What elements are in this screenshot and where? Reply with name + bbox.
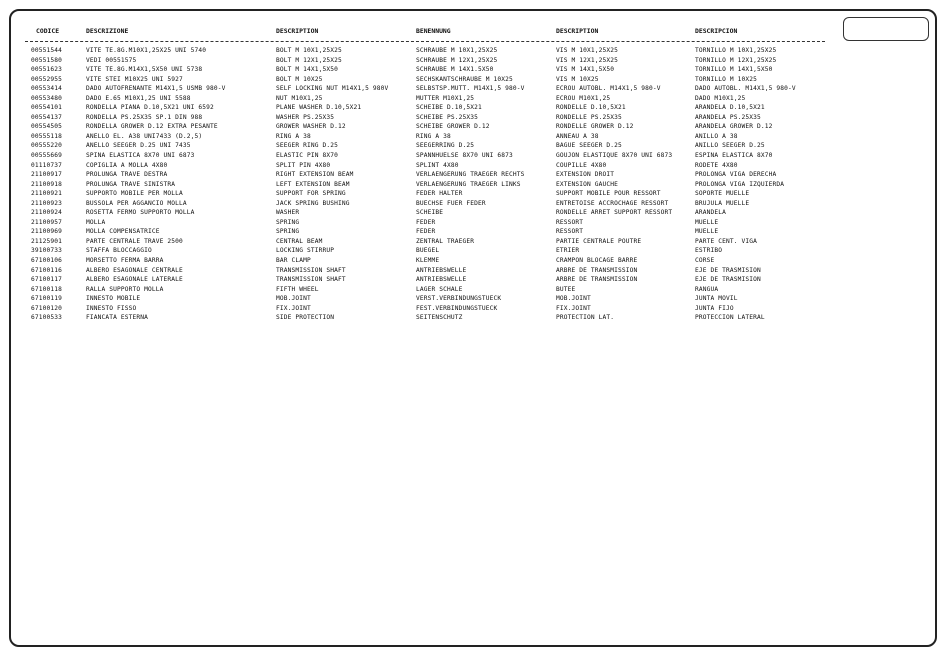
descripcion-cell: PROLONGA VIGA IZQUIERDA bbox=[695, 180, 785, 188]
parts-table-body bbox=[0, 46, 950, 323]
description-fr-cell: EXTENSION DROIT bbox=[556, 171, 615, 179]
description-fr-cell: CRAMPON BLOCAGE BARRE bbox=[556, 257, 638, 265]
code-cell: 67100119 bbox=[31, 295, 63, 303]
descrizione-cell: VITE STEI M10X25 UNI 5927 bbox=[86, 75, 183, 83]
table-row bbox=[0, 266, 950, 276]
description-en-cell: WASHER bbox=[276, 209, 300, 217]
code-cell: 00552955 bbox=[31, 75, 63, 83]
code-cell: 67100106 bbox=[31, 257, 63, 265]
header-descrizione: DESCRIZIONE bbox=[86, 27, 129, 35]
descripcion-cell: ESTRIBO bbox=[695, 247, 723, 255]
code-cell: 00555118 bbox=[31, 132, 63, 140]
table-row bbox=[0, 285, 950, 295]
description-fr-cell: ENTRETOISE ACCROCHAGE RESSORT bbox=[556, 199, 669, 207]
description-en-cell: RIGHT EXTENSION BEAM bbox=[276, 171, 354, 179]
description-en-cell: FIFTH WHEEL bbox=[276, 285, 319, 293]
descrizione-cell: MOLLA bbox=[86, 218, 106, 226]
descripcion-cell: TORNILLO M 14X1,5X50 bbox=[695, 66, 773, 74]
code-cell: 00554505 bbox=[31, 123, 63, 131]
descripcion-cell: JUNTA MOVIL bbox=[695, 295, 738, 303]
description-en-cell: BOLT M 14X1,5X50 bbox=[276, 66, 339, 74]
descrizione-cell: PARTE CENTRALE TRAVE 2500 bbox=[86, 237, 183, 245]
description-en-cell: MOB.JOINT bbox=[276, 295, 311, 303]
table-row bbox=[0, 65, 950, 75]
table-row bbox=[0, 246, 950, 256]
descrizione-cell: VITE TE.8G.M10X1,25X25 UNI 5740 bbox=[86, 47, 207, 54]
description-fr-cell: RONDELLE ARRET SUPPORT RESSORT bbox=[556, 209, 673, 217]
table-row bbox=[0, 256, 950, 266]
code-cell: 67100120 bbox=[31, 304, 63, 312]
description-fr-cell: FIX.JOINT bbox=[556, 304, 591, 312]
code-cell: 00553414 bbox=[31, 85, 63, 93]
table-row bbox=[0, 84, 950, 94]
descripcion-cell: SOPORTE MUELLE bbox=[695, 190, 750, 198]
description-fr-cell: ANNEAU A 38 bbox=[556, 132, 599, 140]
code-cell: 00553480 bbox=[31, 94, 63, 102]
benennung-cell: ANTRIEBSWELLE bbox=[416, 266, 467, 274]
code-cell: 21125901 bbox=[31, 237, 63, 245]
header-codice: CODICE bbox=[36, 27, 60, 35]
descripcion-cell: CORSE bbox=[695, 257, 715, 265]
description-fr-cell: ARBRE DE TRANSMISSION bbox=[556, 276, 638, 284]
table-row bbox=[0, 94, 950, 104]
description-fr-cell: ARBRE DE TRANSMISSION bbox=[556, 266, 638, 274]
code-cell: 00555669 bbox=[31, 152, 63, 160]
description-en-cell: SELF LOCKING NUT M14X1,5 980V bbox=[276, 85, 389, 93]
code-cell: 00551580 bbox=[31, 56, 63, 64]
description-en-cell: FIX.JOINT bbox=[276, 304, 311, 312]
description-en-cell: SUPPORT FOR SPRING bbox=[276, 190, 346, 198]
descrizione-cell: SPINA ELASTICA 8X70 UNI 6873 bbox=[86, 152, 195, 160]
descripcion-cell: ARANDELA bbox=[695, 209, 727, 217]
descrizione-cell: FIANCATA ESTERNA bbox=[86, 314, 149, 322]
description-en-cell: SIDE PROTECTION bbox=[276, 314, 335, 322]
code-cell: 21100921 bbox=[31, 190, 63, 198]
descrizione-cell: VITE TE.8G.M14X1,5X50 UNI 5738 bbox=[86, 66, 203, 74]
descripcion-cell: ARANDELA GROWER D.12 bbox=[695, 123, 773, 131]
benennung-cell: SCHEIBE bbox=[416, 209, 444, 217]
code-cell: 21100923 bbox=[31, 199, 63, 207]
descrizione-cell: ANELLO EL. A38 UNI7433 (D.2,5) bbox=[86, 132, 203, 140]
code-cell: 01110737 bbox=[31, 161, 63, 169]
table-row bbox=[0, 304, 950, 314]
benennung-cell: LAGER SCHALE bbox=[416, 285, 463, 293]
description-en-cell: CENTRAL BEAM bbox=[276, 237, 323, 245]
header-description-fr: DESCRIPTION bbox=[556, 27, 599, 35]
table-row bbox=[0, 132, 950, 142]
description-fr-cell: RONDELLE PS.25X35 bbox=[556, 113, 622, 121]
table-header bbox=[0, 27, 950, 39]
description-en-cell: TRANSMISSION SHAFT bbox=[276, 276, 346, 284]
description-en-cell: BAR CLAMP bbox=[276, 257, 311, 265]
descripcion-cell: ANILLO SEEGER D.25 bbox=[695, 142, 765, 150]
description-en-cell: SPRING bbox=[276, 228, 300, 236]
description-en-cell: GROWER WASHER D.12 bbox=[276, 123, 346, 131]
descrizione-cell: PROLUNGA TRAVE SINISTRA bbox=[86, 180, 176, 188]
benennung-cell: RING A 38 bbox=[416, 132, 451, 140]
descripcion-cell: PROTECCION LATERAL bbox=[695, 314, 765, 322]
descripcion-cell: MUELLE bbox=[695, 218, 719, 226]
table-row bbox=[0, 180, 950, 190]
code-cell: 21100924 bbox=[31, 209, 63, 217]
benennung-cell: FEDER HALTER bbox=[416, 190, 463, 198]
table-row bbox=[0, 75, 950, 85]
table-row bbox=[0, 237, 950, 247]
benennung-cell: MUTTER M10X1,25 bbox=[416, 94, 475, 102]
table-row bbox=[0, 122, 950, 132]
description-fr-cell: ECROU M10X1,25 bbox=[556, 94, 611, 102]
description-fr-cell: VIS M 12X1,25X25 bbox=[556, 56, 619, 64]
descrizione-cell: INNESTO FISSO bbox=[86, 304, 137, 312]
table-row bbox=[0, 227, 950, 237]
descrizione-cell: RONDELLA PS.25X35 SP.1 DIN 988 bbox=[86, 113, 203, 121]
benennung-cell: SEEGERRING D.25 bbox=[416, 142, 475, 150]
descrizione-cell: MOLLA COMPENSATRICE bbox=[86, 228, 160, 236]
descripcion-cell: PARTE CENT. VIGA bbox=[695, 237, 758, 245]
description-en-cell: SEEGER RING D.25 bbox=[276, 142, 339, 150]
descrizione-cell: MORSETTO FERMA BARRA bbox=[86, 257, 164, 265]
header-description-en: DESCRIPTION bbox=[276, 27, 319, 35]
description-fr-cell: ETRIER bbox=[556, 247, 580, 255]
code-cell: 00554137 bbox=[31, 113, 63, 121]
descripcion-cell: ANILLO A 38 bbox=[695, 132, 738, 140]
benennung-cell: SPANNHUELSE 8X70 UNI 6873 bbox=[416, 152, 513, 160]
descripcion-cell: DADO M10X1,25 bbox=[695, 94, 746, 102]
descrizione-cell: ROSETTA FERMO SUPPORTO MOLLA bbox=[86, 209, 195, 217]
table-row bbox=[0, 199, 950, 209]
code-cell: 00555220 bbox=[31, 142, 63, 150]
code-cell: 67100118 bbox=[31, 285, 63, 293]
benennung-cell: FEST.VERBINDUNGSTUECK bbox=[416, 304, 498, 312]
descrizione-cell: RONDELLA GROWER D.12 EXTRA PESANTE bbox=[86, 123, 218, 131]
description-en-cell: BOLT M 10X25 bbox=[276, 75, 323, 83]
description-fr-cell: BUTEE bbox=[556, 285, 576, 293]
description-en-cell: LEFT EXTENSION BEAM bbox=[276, 180, 350, 188]
benennung-cell: ANTRIEBSWELLE bbox=[416, 276, 467, 284]
description-en-cell: ELASTIC PIN 8X70 bbox=[276, 152, 339, 160]
code-cell: 21100917 bbox=[31, 171, 63, 179]
benennung-cell: SCHEIBE GROWER D.12 bbox=[416, 123, 490, 131]
benennung-cell: SELBSTSP.MUTT. M14X1,5 980-V bbox=[416, 85, 525, 93]
descripcion-cell: RANGUA bbox=[695, 285, 719, 293]
benennung-cell: SCHRAUBE M 10X1,25X25 bbox=[416, 47, 498, 54]
table-row bbox=[0, 141, 950, 151]
descrizione-cell: DADO E.65 M10X1,25 UNI 5588 bbox=[86, 94, 191, 102]
benennung-cell: BUECHSE FUER FEDER bbox=[416, 199, 486, 207]
description-en-cell: LOCKING STIRRUP bbox=[276, 247, 335, 255]
descrizione-cell: STAFFA BLOCCAGGIO bbox=[86, 247, 152, 255]
code-cell: 67100117 bbox=[31, 276, 63, 284]
description-en-cell: JACK SPRING BUSHING bbox=[276, 199, 350, 207]
table-row bbox=[0, 113, 950, 123]
descrizione-cell: DADO AUTOFRENANTE M14X1,5 USMB 980-V bbox=[86, 85, 226, 93]
table-row bbox=[0, 56, 950, 66]
description-fr-cell: BAGUE SEEGER D.25 bbox=[556, 142, 622, 150]
benennung-cell: SPLINT 4X80 bbox=[416, 161, 459, 169]
benennung-cell: ZENTRAL TRAEGER bbox=[416, 237, 475, 245]
description-fr-cell: RESSORT bbox=[556, 218, 584, 226]
table-row bbox=[0, 151, 950, 161]
benennung-cell: KLEMME bbox=[416, 257, 440, 265]
code-cell: 21100957 bbox=[31, 218, 63, 226]
description-fr-cell: VIS M 10X1,25X25 bbox=[556, 47, 619, 54]
code-cell: 21100918 bbox=[31, 180, 63, 188]
code-cell: 67100533 bbox=[31, 314, 63, 322]
header-rule bbox=[25, 41, 825, 42]
benennung-cell: BUEGEL bbox=[416, 247, 440, 255]
benennung-cell: FEDER bbox=[416, 218, 436, 226]
description-en-cell: TRANSMISSION SHAFT bbox=[276, 266, 346, 274]
descripcion-cell: EJE DE TRASMISION bbox=[695, 266, 761, 274]
descrizione-cell: PROLUNGA TRAVE DESTRA bbox=[86, 171, 168, 179]
table-row bbox=[0, 46, 950, 56]
description-fr-cell: PARTIE CENTRALE POUTRE bbox=[556, 237, 642, 245]
description-fr-cell: RESSORT bbox=[556, 228, 584, 236]
table-row bbox=[0, 313, 950, 323]
descrizione-cell: INNESTO MOBILE bbox=[86, 295, 141, 303]
descrizione-cell: ALBERO ESAGONALE CENTRALE bbox=[86, 266, 183, 274]
description-en-cell: PLANE WASHER D.10,5X21 bbox=[276, 104, 362, 112]
description-fr-cell: EXTENSION GAUCHE bbox=[556, 180, 619, 188]
code-cell: 39100733 bbox=[31, 247, 63, 255]
benennung-cell: SCHEIBE D.10,5X21 bbox=[416, 104, 482, 112]
descripcion-cell: RODETE 4X80 bbox=[695, 161, 738, 169]
header-benennung: BENENNUNG bbox=[416, 27, 451, 35]
benennung-cell: SCHEIBE PS.25X35 bbox=[416, 113, 479, 121]
table-row bbox=[0, 189, 950, 199]
descripcion-cell: JUNTA FIJO bbox=[695, 304, 734, 312]
description-fr-cell: RONDELLE D.10,5X21 bbox=[556, 104, 626, 112]
table-row bbox=[0, 103, 950, 113]
description-en-cell: SPRING bbox=[276, 218, 300, 226]
description-fr-cell: SUPPORT MOBILE POUR RESSORT bbox=[556, 190, 661, 198]
table-row bbox=[0, 275, 950, 285]
descrizione-cell: ANELLO SEEGER D.25 UNI 7435 bbox=[86, 142, 191, 150]
description-fr-cell: VIS M 10X25 bbox=[556, 75, 599, 83]
description-fr-cell: GOUJON ELASTIQUE 8X70 UNI 6873 bbox=[556, 152, 673, 160]
header-descripcion: DESCRIPCION bbox=[695, 27, 738, 35]
descripcion-cell: ARANDELA PS.25X35 bbox=[695, 113, 761, 121]
description-fr-cell: PROTECTION LAT. bbox=[556, 314, 615, 322]
code-cell: 00554101 bbox=[31, 104, 63, 112]
description-en-cell: BOLT M 10X1,25X25 bbox=[276, 47, 342, 54]
description-fr-cell: ECROU AUTOBL. M14X1,5 980-V bbox=[556, 85, 661, 93]
description-fr-cell: COUPILLE 4X80 bbox=[556, 161, 607, 169]
descrizione-cell: SUPPORTO MOBILE PER MOLLA bbox=[86, 190, 183, 198]
description-fr-cell: RONDELLE GROWER D.12 bbox=[556, 123, 634, 131]
code-cell: 00551544 bbox=[31, 47, 63, 54]
benennung-cell: SCHRAUBE M 14X1.5X50 bbox=[416, 66, 494, 74]
description-en-cell: NUT M10X1,25 bbox=[276, 94, 323, 102]
benennung-cell: FEDER bbox=[416, 228, 436, 236]
descrizione-cell: VEDI 00551575 bbox=[86, 56, 137, 64]
descripcion-cell: DADO AUTOBL. M14X1,5 980-V bbox=[695, 85, 796, 93]
descripcion-cell: EJE DE TRASMISION bbox=[695, 276, 761, 284]
code-cell: 67100116 bbox=[31, 266, 63, 274]
descripcion-cell: MUELLE bbox=[695, 228, 719, 236]
descripcion-cell: ESPINA ELASTICA 8X70 bbox=[695, 152, 773, 160]
benennung-cell: SCHRAUBE M 12X1,25X25 bbox=[416, 56, 498, 64]
code-cell: 00551623 bbox=[31, 66, 63, 74]
description-en-cell: RING A 38 bbox=[276, 132, 311, 140]
description-fr-cell: VIS M 14X1,5X50 bbox=[556, 66, 615, 74]
table-row bbox=[0, 208, 950, 218]
description-fr-cell: MOB.JOINT bbox=[556, 295, 591, 303]
benennung-cell: SECHSKANTSCHRAUBE M 10X25 bbox=[416, 75, 513, 83]
benennung-cell: VERLAENGERUNG TRAEGER RECHTS bbox=[416, 171, 525, 179]
table-row bbox=[0, 170, 950, 180]
description-en-cell: SPLIT PIN 4X80 bbox=[276, 161, 331, 169]
descrizione-cell: COPIGLIA A MOLLA 4X80 bbox=[86, 161, 168, 169]
table-row bbox=[0, 161, 950, 171]
descripcion-cell: BRUJULA MUELLE bbox=[695, 199, 750, 207]
benennung-cell: VERST.VERBINDUNGSTUECK bbox=[416, 295, 502, 303]
descripcion-cell: PROLONGA VIGA DERECHA bbox=[695, 171, 777, 179]
descrizione-cell: RONDELLA PIANA D.10,5X21 UNI 6592 bbox=[86, 104, 214, 112]
description-en-cell: BOLT M 12X1,25X25 bbox=[276, 56, 342, 64]
benennung-cell: SEITENSCHUTZ bbox=[416, 314, 463, 322]
table-row bbox=[0, 294, 950, 304]
descrizione-cell: BUSSOLA PER AGGANCIO MOLLA bbox=[86, 199, 187, 207]
descripcion-cell: TORNILLO M 10X1,25X25 bbox=[695, 47, 777, 54]
descripcion-cell: TORNILLO M 12X1,25X25 bbox=[695, 56, 777, 64]
descripcion-cell: ARANDELA D.10,5X21 bbox=[695, 104, 765, 112]
descripcion-cell: TORNILLO M 10X25 bbox=[695, 75, 758, 83]
benennung-cell: VERLAENGERUNG TRAEGER LINKS bbox=[416, 180, 521, 188]
descrizione-cell: ALBERO ESAGONALE LATERALE bbox=[86, 276, 183, 284]
code-cell: 21100969 bbox=[31, 228, 63, 236]
table-row bbox=[0, 218, 950, 228]
descrizione-cell: RALLA SUPPORTO MOLLA bbox=[86, 285, 164, 293]
description-en-cell: WASHER PS.25X35 bbox=[276, 113, 335, 121]
